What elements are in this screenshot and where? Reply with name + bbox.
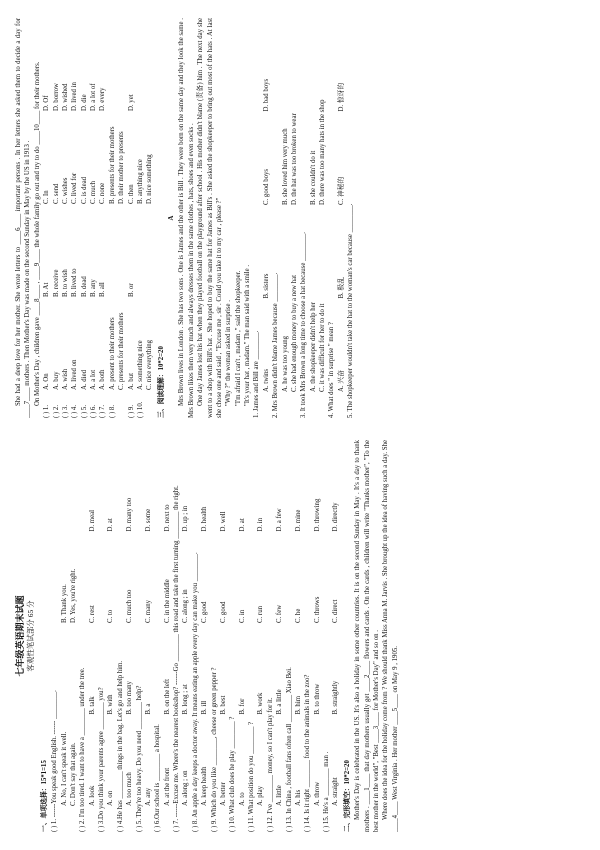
option: D. 惊讶的: [337, 82, 345, 112]
option: A. wish: [61, 368, 69, 390]
question-stem: 5. The shopkeeper wouldn't take the hat to the woman's car because ________.: [347, 203, 355, 418]
option: B. or: [127, 283, 135, 297]
option: B. for: [238, 698, 246, 715]
option-row: [337, 18, 346, 392]
option-row: [125, 440, 134, 806]
option: C. wishes: [61, 177, 69, 204]
cloze-number: ( ) 4.: [71, 404, 79, 418]
cloze-number: ( ) 8.: [108, 404, 116, 418]
option-row: [163, 440, 172, 806]
question-stem: 2. Mrs Brown didn't blame James because ________.: [272, 272, 280, 418]
option: A. but: [127, 373, 135, 390]
section-2-heading: 二、完形填空：10*2=20: [343, 760, 351, 832]
option: B. best: [219, 695, 227, 715]
option: C. good: [219, 601, 227, 623]
option: A. too much: [126, 772, 134, 806]
option: C. much: [90, 180, 97, 204]
option: B. long ; at: [182, 684, 190, 715]
question-stem: ( ) 14. Is it right ________ food to the animals in the zoo?: [304, 674, 312, 832]
option: D. next to: [163, 504, 171, 532]
cloze-number: [117, 390, 126, 418]
option: D. lived in: [71, 82, 79, 111]
option: C. 神秘的: [337, 176, 345, 205]
option: A. better: [219, 782, 227, 806]
cloze-paragraph-1: Mother's Day is celebrated in the US. It's also a holiday in some other countries. It is on the second Sunday in May . It's a day to thank mothers . ____1____ that day mothers usually get ____2____ flowers and cards . On the cards , children will write "Thanks mother", "To the best mother in the world", "Best ____3____ for Mother's Day" and so on .: [354, 440, 380, 832]
cloze-number: ( ) 6.: [90, 404, 97, 418]
question-stem: 3. It took Mrs Brown a long time to choose a hat because ________.: [300, 232, 308, 418]
option: B. too many: [126, 681, 134, 715]
option: A. twins: [262, 368, 270, 392]
option: C. he: [294, 608, 302, 623]
option: C. good: [201, 601, 209, 623]
reading-paragraph-1: Mrs Brown lives in London . She has two sons . One is James and the other is Bill . They were born on the same day and they look the same . Mrs Brown likes them very much and always dresses them in the same clothes , hats, shoes and even socks .: [178, 18, 195, 418]
option: A. at the front: [163, 767, 171, 806]
option: A. 兴奋: [337, 370, 345, 392]
option: B. him: [294, 695, 302, 715]
option: C. much too: [126, 589, 134, 623]
option: B. talk: [88, 696, 96, 715]
option-row: [275, 440, 284, 806]
option: D. health: [201, 506, 209, 532]
option: B. she loved him very much: [281, 128, 289, 205]
option: C. rest: [88, 605, 96, 623]
option: A. any: [144, 787, 152, 806]
option: A. lived on: [71, 359, 79, 390]
question-stem: ( ) 15. He's a ________ man .: [323, 751, 330, 832]
option: A. to: [238, 792, 246, 806]
question-stem: ( ) 5. They're too heavy. Do you need ________ help?: [135, 685, 143, 832]
option: D. bad boys: [262, 78, 270, 112]
option: D. Of: [43, 95, 51, 111]
option: A. little: [276, 785, 284, 806]
option: A. buy: [52, 371, 60, 390]
option: D. at: [107, 518, 115, 532]
option: D. well: [219, 511, 227, 532]
cloze-number: ( ) 10.: [136, 401, 144, 418]
option: D. every: [99, 87, 107, 111]
option: C. Don't say that again.: [69, 742, 77, 806]
option: A. the shopkeeper didn't help her: [309, 302, 317, 392]
option: A. both: [99, 369, 107, 390]
reading-paragraph-2: One day James lost his hat when they played football on the playground after school . His mother didn't blame (责备) him . The next day she went to a shop with Bill's hat . She hoped to buy the same hat for James as Bill's . She asked the shopkeeper to bring out most of the hats . At last she chose one and said , "Excuse me , sir . Could you take it to my car , please ?": [197, 18, 223, 418]
left-column: [14, 440, 586, 832]
cloze-option-row: [127, 18, 136, 418]
option: D. yet: [127, 94, 135, 111]
cloze-option-row: [98, 18, 107, 418]
option: A. something nice: [136, 340, 144, 390]
cloze-option-row: [108, 18, 117, 418]
option: A. keep health: [201, 766, 209, 806]
option: D. a few: [276, 508, 284, 532]
option: A. straight: [332, 777, 340, 806]
option-row: [313, 440, 322, 806]
cloze-option-row: [70, 18, 79, 418]
question-stem: ( ) 13. In China , football fans often call ________ Xiao Bei.: [285, 667, 293, 832]
option: B. with: [107, 694, 115, 715]
option: B. 极乱: [337, 276, 345, 299]
option-row: [309, 18, 318, 392]
option: B. any: [90, 279, 97, 297]
option-row: [60, 440, 69, 806]
option: B. presents for their mothers: [108, 126, 116, 204]
option: C. send: [52, 183, 60, 204]
option: B. receive: [52, 269, 60, 297]
cloze-option-row: [145, 18, 154, 418]
section-3-heading: 三、阅读理解：10*2=20: [157, 346, 165, 418]
option-row: [181, 440, 190, 806]
option: C. few: [276, 604, 284, 623]
option: A. look: [88, 785, 96, 806]
cloze-number: ( ) 3.: [61, 404, 69, 418]
option: C. many: [144, 599, 152, 623]
cloze-number: [145, 390, 154, 418]
cloze-option-row: [42, 18, 51, 418]
cloze-paragraph-4: On Mother's Day , children gave ____8____ , ____9____ the whole family go out and try to do ____10____ for their mothers.: [33, 61, 41, 406]
reading-paragraph-3: "Why ?" the woman asked in surprise .: [225, 300, 233, 406]
option-row: [281, 18, 290, 392]
option: B. a: [144, 703, 152, 715]
option-row: [238, 440, 247, 806]
option-row: [290, 18, 299, 392]
option: D. their mother to presents: [118, 131, 126, 204]
option: C. to: [107, 609, 115, 623]
option: C. in the middle: [163, 579, 171, 623]
option: B. a little: [276, 689, 284, 715]
cloze-paragraph-3: She had a deep love for her mother. She wrote letters to ____6____ important persons . In her letters she asked them to decide a day for ____7____ mothers . Then Mother's Day was made on the second Sunday in May by the US in 1913 .: [15, 18, 32, 418]
cloze-option-row: [136, 18, 145, 418]
cloze-number: ( ) 2.: [52, 404, 60, 418]
cloze-paragraph-2: Where does the idea for the holiday come from ? We should thank Miss Anna M. Jarvis . She brought up the idea of having such a day. She ____4____ West Virginia . Her mother ____5____ on May 9 , 1905.: [382, 440, 399, 832]
option: C. In: [43, 190, 51, 204]
question-stem: ( ) 10. What club does he play ________ ?: [229, 716, 237, 832]
section-1-questions: [50, 440, 341, 832]
option: D. borrow: [52, 83, 60, 111]
cloze-number: ( ) 7.: [99, 404, 107, 418]
option: C. it was difficult for her to do it: [319, 303, 326, 392]
option-row: [200, 440, 209, 806]
page-subtitle: 客观性笔试部分 65 分: [26, 600, 36, 672]
option: B. to wish: [61, 269, 69, 297]
option: C. then: [127, 184, 135, 204]
question-stem: 1. James and Bill are ________.: [253, 330, 261, 418]
option: B. At: [43, 282, 51, 297]
option: B. anything nice: [136, 159, 144, 204]
option: D. in: [257, 517, 265, 532]
option: C. she had enough money to buy a new hat: [290, 274, 298, 392]
option: B. lived to: [71, 268, 79, 297]
option: B. to throw: [313, 683, 321, 715]
option: D. there was too many hats in the shop: [319, 99, 326, 205]
option: A. along ; on: [182, 770, 190, 806]
cloze-number: ( ) 5.: [80, 404, 88, 418]
option: A. present to their mothers: [108, 317, 116, 390]
option-row: [106, 440, 115, 806]
cloze-option-row: [89, 18, 98, 418]
option: B. Thank you.: [60, 584, 68, 623]
option: D. nice something: [146, 154, 154, 204]
option: B. all: [99, 282, 107, 297]
option: D. some: [144, 508, 152, 532]
option: B. she couldn't do it: [309, 150, 317, 205]
option: C. run: [257, 606, 265, 623]
option-row: [144, 440, 153, 806]
cloze-option-row: [52, 18, 61, 418]
question-stem: ( ) 4.He has ________ things in the bag. Let's go and help him.: [116, 660, 124, 832]
option: D. meal: [88, 509, 96, 532]
option: C. presents for their mothers: [118, 312, 126, 390]
question-stem: ( ) 3.Do you think your parents agree ________ you?: [98, 687, 105, 832]
option: C. is dead: [80, 177, 88, 204]
cloze-option-row: [80, 18, 89, 418]
option: D. throwing: [313, 498, 321, 532]
option-row: [256, 440, 265, 806]
option: B. on the left: [163, 679, 171, 715]
option: D. Yes, you're right.: [69, 568, 77, 623]
option: C. lived for: [71, 172, 79, 204]
option: D. a lot of: [90, 83, 97, 111]
option: A. on: [107, 790, 115, 806]
option: B. work: [257, 692, 265, 715]
option: A. On: [43, 373, 51, 390]
reading-paragraph-5: "It's your hat , madam." The man said with a smile .: [244, 264, 251, 406]
option: C. throws: [313, 596, 321, 623]
option: C. good boys: [262, 168, 270, 205]
option: B. sisters: [262, 273, 270, 299]
option-row: [318, 18, 327, 392]
option: C. none: [99, 182, 107, 204]
option: D. mine: [294, 509, 302, 532]
cloze-number: ( ) 9.: [127, 404, 135, 418]
option: B. ill: [201, 700, 209, 715]
option: A. play: [257, 785, 265, 806]
section-1-heading: 一、单项选择：15*1=15: [40, 760, 48, 832]
right-column: [14, 18, 586, 418]
option: A. died: [80, 369, 88, 390]
option-row: [219, 440, 228, 806]
option: D. die: [80, 94, 88, 111]
option-row: [331, 440, 340, 806]
option: A. his: [294, 789, 302, 806]
question-stem: ( ) 9. Which do you like ________, cheese or green pepper ?: [210, 667, 218, 832]
option: A. throw: [313, 781, 321, 806]
option-row: [262, 18, 271, 392]
question-stem: ( ) 11. What position do you ________ ?: [248, 721, 255, 832]
question-stem: ( ) 8. An apple a day keeps a doctor away. It means eating an apple every day can make you ________.: [191, 552, 199, 832]
cloze-option-row: [117, 18, 126, 418]
option: B. dead: [80, 276, 88, 297]
option: D. the hat was too broken to wear: [290, 113, 298, 205]
question-stem: ( ) 7. ------Excuse me. Where's the nearest bookshop? ------Go ________ this road and take the first turning ________ the right.: [173, 485, 180, 832]
cloze-options: [42, 18, 155, 418]
cloze-number: ( ) 1.: [43, 404, 51, 418]
option-row: [69, 440, 78, 806]
option: D. directly: [332, 502, 340, 532]
option: A. he was too young: [281, 335, 289, 392]
option: C. in: [238, 609, 246, 623]
reading-part-label: A: [168, 215, 175, 221]
reading-paragraph-4: "I'm afraid I can't , madam ," said the shopkeeper.: [234, 270, 242, 406]
option: D. up ; in: [182, 505, 190, 532]
option: C. along ; in: [182, 589, 190, 623]
option: C. nice everything: [146, 339, 154, 390]
question-stem: 4. What does " in surprise " mean ?: [328, 322, 336, 418]
option: C. direct: [332, 599, 340, 623]
question-stem: ( ) 6.Our school is ________ a hospital.: [154, 724, 162, 832]
option: D. at: [238, 518, 246, 532]
question-stem: ( ) 12. I've ________ money, so I can't play for it.: [266, 697, 274, 832]
question-stem: ( ) 1. ------You speak good English. ------ ________.: [51, 690, 59, 832]
option: A. No, I can't speak it well.: [60, 731, 68, 806]
page-title: 七年级英语期末试题: [15, 595, 25, 677]
option: B. straightly: [332, 680, 340, 715]
option: D. many too: [126, 497, 134, 532]
question-stem: ( ) 2. I'm too tired. I want to have a ________ under the tree.: [79, 667, 87, 832]
option-row: [294, 440, 303, 806]
option: A. a lot: [90, 369, 97, 390]
cloze-option-row: [61, 18, 70, 418]
option-row: [88, 440, 97, 806]
option: D. wished: [61, 83, 69, 111]
reading-questions: [252, 18, 355, 418]
